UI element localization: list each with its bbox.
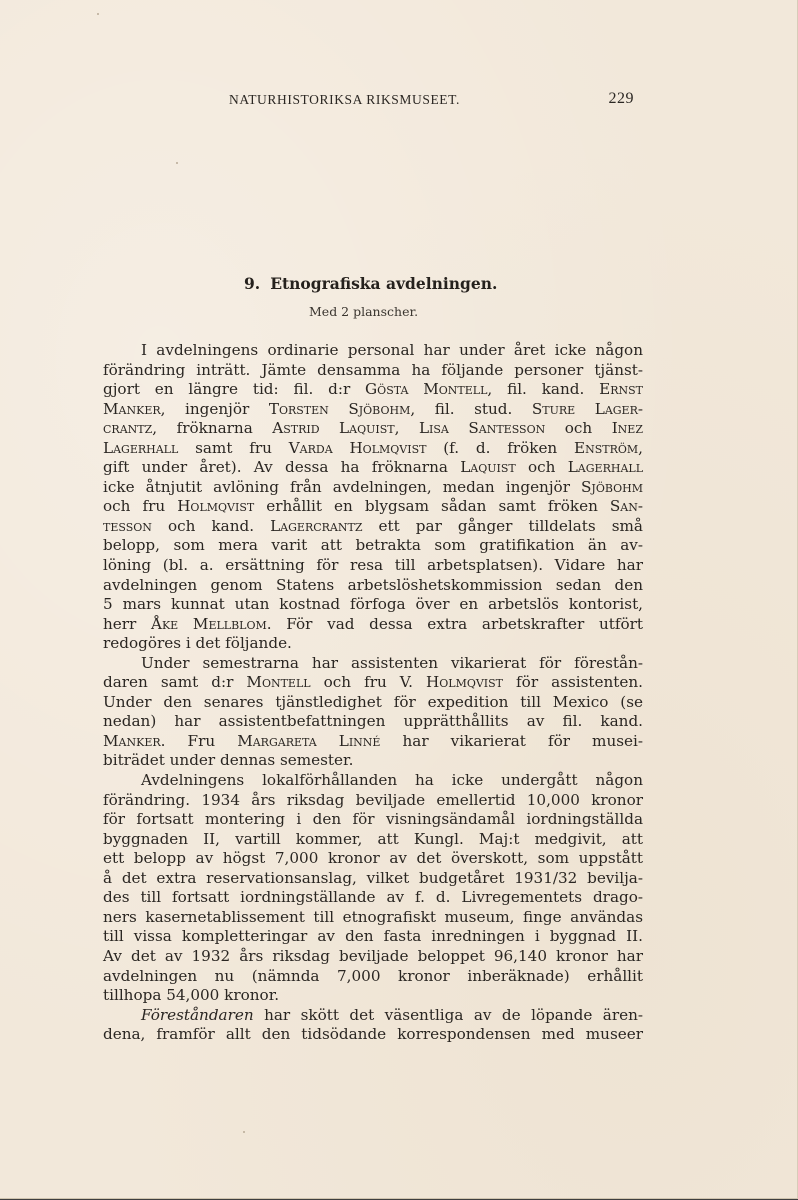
text-run: ett par gånger tilldelats små <box>362 516 643 535</box>
text-run: Under semestrarna har assistenten vikarierat för förestån- <box>141 653 643 672</box>
person-name: tesson <box>103 516 152 535</box>
text-run: å det extra reservationsanslag, vilket budgetåret 1931/32 bevilja- <box>103 868 643 887</box>
body-line <box>103 458 643 478</box>
body-line <box>103 869 643 889</box>
text-run: gift under året). Av dessa ha fröknarna <box>103 458 461 477</box>
body-line <box>103 986 643 1006</box>
person-name: crantz <box>103 419 153 438</box>
body-line <box>103 361 643 381</box>
person-name: San- <box>609 497 644 516</box>
page-number: 229 <box>608 90 634 107</box>
person-name: Lagerhall <box>103 438 179 457</box>
body-line <box>103 673 643 693</box>
person-name: Sjöbohm <box>581 477 643 496</box>
text-run: des till fortsatt iordningställande av f. d. Livregementets drago- <box>103 888 643 907</box>
body-line <box>103 615 643 635</box>
text-run: dena, framför allt den tidsödande korrespondensen med museer <box>103 1025 643 1044</box>
body-line <box>103 556 643 576</box>
text-run: , fröknarna <box>152 419 273 438</box>
text-run: och <box>515 458 568 477</box>
text-run: 5 mars kunnat utan kostnad förfoga över en arbetslös kontorist, <box>103 595 643 614</box>
text-run: , <box>638 438 643 457</box>
body-line <box>103 751 643 771</box>
body-line <box>103 517 643 537</box>
body-line <box>103 400 643 420</box>
text-run: daren samt d:r <box>103 673 247 692</box>
person-name: Holmqvist <box>177 497 255 516</box>
text-run: och fru V. <box>310 673 426 692</box>
body-line <box>103 810 643 830</box>
body-line <box>103 536 643 556</box>
body-line <box>103 341 643 361</box>
body-line <box>103 849 643 869</box>
text-run: löning (bl. a. ersättning för resa till arbetsplatsen). Vidare har <box>103 556 643 575</box>
person-name: Margareta Linné <box>237 731 381 750</box>
body-line <box>103 908 643 928</box>
text-run: har skött det väsentliga av de löpande ären- <box>253 1005 643 1024</box>
body-line <box>103 947 643 967</box>
running-header <box>229 92 634 112</box>
body-line <box>103 595 643 615</box>
text-run: , ingenjör <box>160 399 269 418</box>
text-run: , fil. kand. <box>487 380 600 399</box>
text-run: . För vad dessa extra arbetskrafter utfört <box>266 614 644 633</box>
body-line <box>103 712 643 732</box>
body-line <box>103 830 643 850</box>
text-run: gjort en längre tid: fil. d:r <box>103 380 366 399</box>
body-line <box>103 634 643 654</box>
person-name: Lagercrantz <box>270 516 363 535</box>
body-line <box>103 693 643 713</box>
text-run: icke åtnjutit avlöning från avdelningen, medan ingenjör <box>103 477 581 496</box>
running-head-title: NATURHISTORIKSA RIKSMUSEET. <box>229 92 460 107</box>
text-run: förändring. 1934 års riksdag beviljade emellertid 10,000 kronor <box>103 790 643 809</box>
body-text <box>103 341 643 1045</box>
person-name: Manker <box>103 731 161 750</box>
text-run: avdelningen genom Statens arbetslöshetskommission sedan den <box>103 575 643 594</box>
text-run: avdelningen nu (nämnda 7,000 kronor inberäknade) erhållit <box>103 966 643 985</box>
text-run: I avdelningens ordinarie personal har under året icke någon <box>141 341 643 359</box>
text-run: redogöres i det följande. <box>103 634 292 653</box>
body-line <box>103 791 643 811</box>
person-name: Enström <box>574 438 639 457</box>
body-line <box>103 576 643 596</box>
text-run: biträdet under dennas semester. <box>103 751 354 770</box>
text-run: herr <box>103 614 151 633</box>
person-name: Astrid Laquist <box>272 419 395 438</box>
text-run: nedan) har assistentbefattningen upprätthållits av fil. kand. <box>103 712 643 731</box>
text-run: och kand. <box>151 516 271 535</box>
body-line <box>103 967 643 987</box>
person-name: Gösta Montell <box>365 380 488 399</box>
person-name: Lisa Santesson <box>418 419 546 438</box>
person-name: Varda Holmqvist <box>288 438 427 457</box>
section-number: 9. <box>244 274 261 293</box>
body-line <box>103 497 643 517</box>
text-run: förändring inträtt. Jämte densamma ha följande personer tjänst- <box>103 360 643 379</box>
text-run: och fru <box>103 497 178 516</box>
person-name: Holmqvist <box>426 673 504 692</box>
person-name: Inez <box>611 419 643 438</box>
person-name: Sture Lager- <box>531 399 643 418</box>
person-name: Laquist <box>460 458 516 477</box>
text-run: . Fru <box>160 731 238 750</box>
person-name: Lagerhall <box>567 458 643 477</box>
text-run: , fil. stud. <box>410 399 532 418</box>
paper-speck <box>243 1131 245 1133</box>
text-run: Under den senares tjänstledighet för expedition till Mexico (se <box>103 692 643 711</box>
body-line <box>103 1006 643 1026</box>
text-run: har vikarierat för musei- <box>380 731 644 750</box>
body-line <box>103 732 643 752</box>
text-run: Av det av 1932 års riksdag beviljade beloppet 96,140 kronor har <box>103 946 643 965</box>
body-line <box>103 888 643 908</box>
text-run: och <box>545 419 612 438</box>
text-run: ners kasernetablissement till etnografiskt museum, finge användas <box>103 907 643 926</box>
person-name: Torsten Sjöbohm <box>268 399 411 418</box>
body-line <box>103 654 643 674</box>
text-run: erhållit en blygsam sådan samt fröken <box>254 497 610 516</box>
text-run: Avdelningens lokalförhållanden ha icke undergått någon <box>141 771 643 790</box>
text-run: (f. d. fröken <box>426 438 575 457</box>
person-name: Åke Mellblom <box>151 614 267 633</box>
text-run: ett belopp av högst 7,000 kronor av det överskott, som uppstått <box>103 849 643 868</box>
paper-speck <box>176 162 178 164</box>
body-line <box>103 771 643 791</box>
body-line <box>103 380 643 400</box>
text-run: för assistenten. <box>503 673 643 692</box>
section-heading <box>244 274 497 293</box>
body-line <box>103 927 643 947</box>
text-run: samt fru <box>178 438 289 457</box>
person-name: Ernst <box>599 380 644 399</box>
text-run: , <box>394 419 419 438</box>
body-line <box>103 478 643 498</box>
section-title: Etnografiska avdelningen. <box>270 274 498 293</box>
text-run: tillhopa 54,000 kronor. <box>103 986 280 1005</box>
italic-term: Föreståndaren <box>141 1005 254 1024</box>
person-name: Montell <box>246 673 311 692</box>
text-run: för fortsatt montering i den för visningsändamål iordningställda <box>103 810 643 829</box>
body-line <box>103 1025 643 1045</box>
text-run: byggnaden II, vartill kommer, att Kungl. Maj:t medgivit, att <box>103 829 643 848</box>
text-run: belopp, som mera varit att betrakta som gratifikation än av- <box>103 536 643 555</box>
body-line <box>103 439 643 459</box>
person-name: Manker <box>103 399 161 418</box>
paper-speck <box>97 13 99 15</box>
section-subtitle: Med 2 planscher. <box>309 304 419 319</box>
body-line <box>103 419 643 439</box>
text-run: till vissa kompletteringar av den fasta inredningen i byggnad II. <box>103 927 643 946</box>
